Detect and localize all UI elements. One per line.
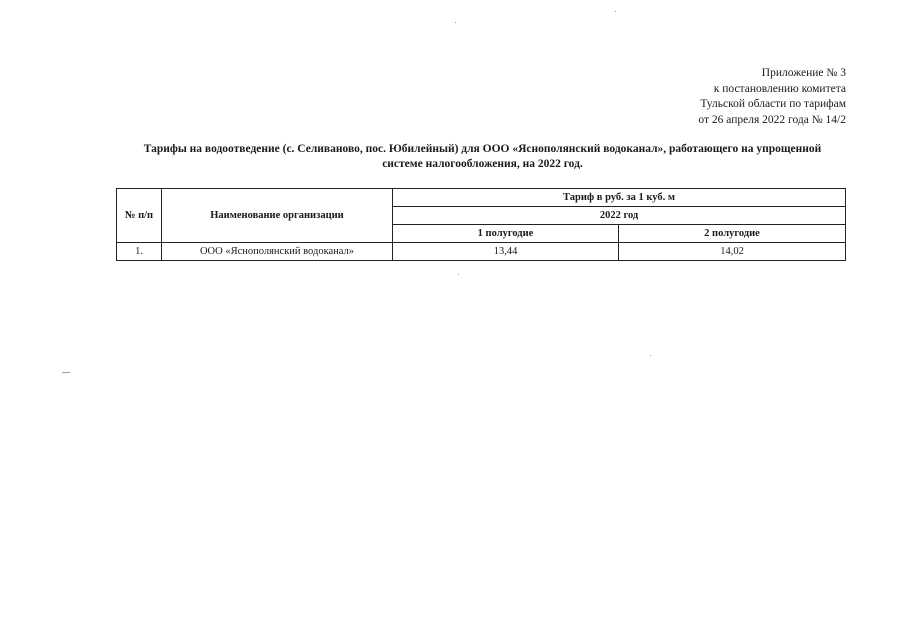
appendix-block <box>698 66 846 128</box>
appendix-committee: Тульской области по тарифам <box>700 98 846 110</box>
header-number: № п/п <box>117 189 162 243</box>
appendix-date: от 26 апреля 2022 года № 14/2 <box>698 113 846 126</box>
cell-number: 1. <box>117 243 162 261</box>
scan-speck <box>458 274 459 275</box>
title-line-2: системе налогообложения, на 2022 год. <box>382 158 583 170</box>
header-year: 2022 год <box>393 207 846 225</box>
cell-half-2: 14,02 <box>619 243 846 261</box>
cell-organization: ООО «Яснополянский водоканал» <box>162 243 393 261</box>
scan-speck <box>62 372 70 373</box>
scan-speck <box>650 355 651 356</box>
cell-half-1: 13,44 <box>393 243 619 261</box>
scan-speck <box>455 22 456 23</box>
header-half-1: 1 полугодие <box>393 225 619 243</box>
appendix-number: Приложение № 3 <box>761 67 846 79</box>
tariff-table <box>116 188 846 261</box>
header-tariff: Тариф в руб. за 1 куб. м <box>393 189 846 207</box>
table-row <box>117 243 846 261</box>
scan-speck <box>615 11 616 12</box>
title-line-1: Тарифы на водоотведение (с. Селиваново, пос. Юбилейный) для ООО «Яснополянский водоканал», работающего на упрощенной <box>143 143 822 155</box>
header-half-2: 2 полугодие <box>619 225 846 243</box>
appendix-resolution: к постановлению комитета <box>713 82 846 95</box>
header-row-1 <box>117 189 846 207</box>
document-title <box>110 142 855 172</box>
header-organization: Наименование организации <box>162 189 393 243</box>
